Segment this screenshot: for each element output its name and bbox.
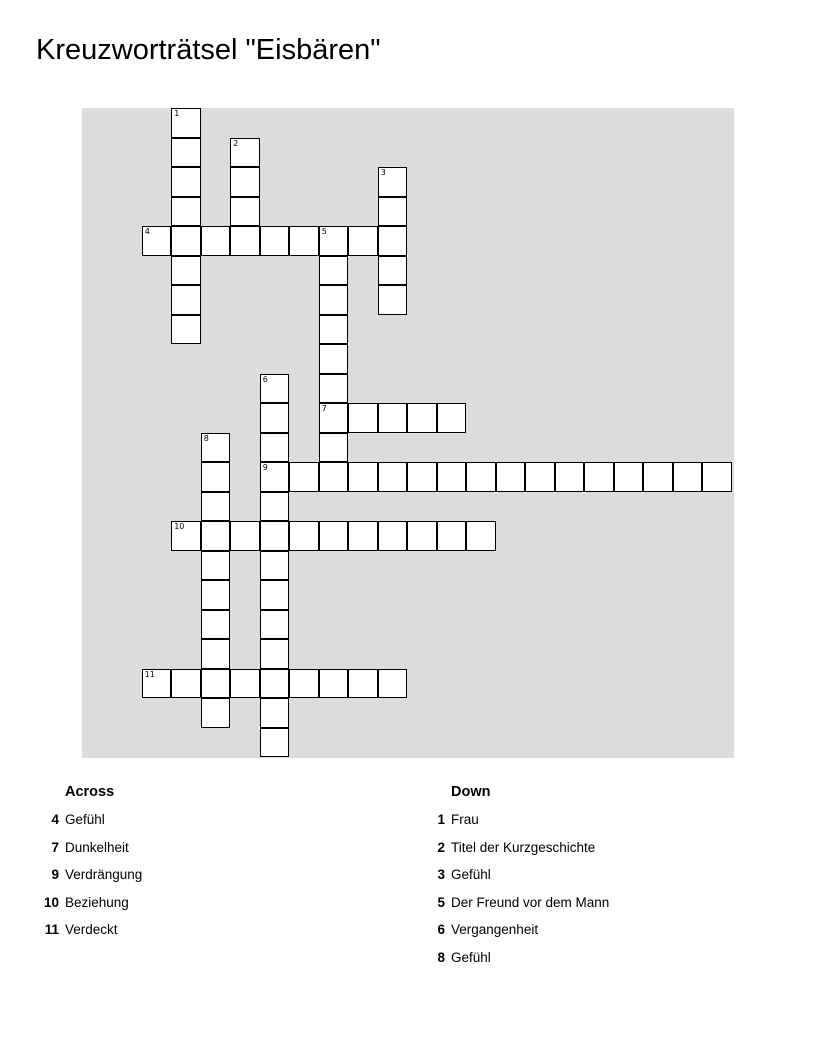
down-clue (437, 812, 609, 840)
grid-cell[interactable] (614, 462, 644, 492)
grid-cell[interactable] (319, 344, 349, 374)
grid-cell[interactable] (260, 580, 290, 610)
grid-cell[interactable] (171, 315, 201, 345)
clue-text: Der Freund vor dem Mann (451, 894, 610, 910)
grid-cell[interactable] (496, 462, 526, 492)
across-clues (43, 784, 143, 950)
grid-cell[interactable] (319, 315, 349, 345)
grid-cell[interactable] (230, 138, 260, 168)
grid-cell[interactable] (319, 521, 349, 551)
down-clue (437, 894, 610, 923)
grid-cell[interactable] (171, 167, 201, 197)
cell-number: 2 (233, 138, 239, 148)
grid-cell[interactable] (289, 462, 319, 492)
down-clue (437, 922, 609, 950)
across-clue (51, 867, 143, 895)
grid-cell[interactable] (171, 285, 201, 315)
grid-cell[interactable] (319, 374, 349, 404)
grid-cell[interactable] (201, 698, 231, 728)
grid-cell[interactable] (289, 669, 319, 699)
clue-number: 5 (437, 894, 445, 910)
grid-cell[interactable] (378, 521, 408, 551)
grid-cell[interactable] (201, 669, 231, 699)
across-clue (43, 894, 142, 923)
down-clue (437, 867, 609, 895)
across-clue (51, 812, 142, 840)
down-clue (437, 839, 609, 868)
page-title: Kreuzworträtsel "Eisbären" (36, 34, 381, 66)
grid-cell[interactable] (378, 256, 408, 286)
clue-number: 8 (437, 949, 445, 965)
grid-cell[interactable] (142, 226, 172, 256)
clue-number: 2 (437, 839, 445, 855)
cell-number: 6 (262, 374, 268, 384)
grid-cell[interactable] (260, 521, 290, 551)
grid-cell[interactable] (230, 197, 260, 227)
grid-cell[interactable] (230, 226, 260, 256)
cell-number: 9 (262, 463, 268, 472)
grid-cell[interactable] (260, 639, 290, 669)
grid-cell[interactable] (260, 462, 290, 492)
grid-cell[interactable] (348, 403, 378, 433)
grid-cell[interactable] (378, 669, 408, 699)
grid-cell[interactable] (319, 433, 349, 463)
down-clue (437, 949, 609, 978)
grid-cell[interactable] (525, 462, 555, 492)
grid-cell[interactable] (260, 492, 290, 522)
grid-cell[interactable] (378, 462, 408, 492)
grid-cell[interactable] (319, 669, 349, 699)
cell-number: 1 (174, 109, 180, 118)
grid-cell[interactable] (201, 226, 231, 256)
grid-cell[interactable] (437, 462, 467, 492)
cell-number: 5 (321, 227, 327, 236)
grid-cell[interactable] (142, 669, 172, 699)
grid-cell[interactable] (319, 256, 349, 286)
grid-cell[interactable] (201, 521, 231, 551)
grid-cell[interactable] (230, 521, 260, 551)
grid-cell[interactable] (171, 256, 201, 286)
across-heading: Across (65, 784, 115, 800)
clue-text: Gefühl (65, 812, 105, 827)
grid-cell[interactable] (171, 226, 201, 256)
grid-cell[interactable] (643, 462, 673, 492)
grid-cell[interactable] (437, 403, 467, 433)
grid-cell[interactable] (201, 433, 231, 463)
grid-cell[interactable] (319, 226, 349, 256)
grid-cell[interactable] (378, 285, 408, 315)
clue-number: 3 (437, 867, 445, 882)
grid-cell[interactable] (260, 551, 290, 581)
grid-cell[interactable] (201, 610, 231, 640)
cell-number: 3 (380, 168, 386, 177)
clue-text: Dunkelheit (65, 839, 129, 855)
grid-cell[interactable] (260, 374, 290, 404)
grid-cell[interactable] (289, 226, 319, 256)
clue-text: Vergangenheit (451, 922, 539, 937)
across-clue (44, 922, 142, 950)
clue-text: Beziehung (65, 894, 129, 910)
grid-cell[interactable] (555, 462, 585, 492)
down-clues (437, 784, 610, 977)
grid-cell[interactable] (407, 521, 437, 551)
down-heading: Down (451, 784, 491, 800)
grid-cell[interactable] (201, 639, 231, 669)
grid-cell[interactable] (171, 108, 201, 138)
grid-cell[interactable] (171, 138, 201, 168)
grid-cell[interactable] (171, 521, 201, 551)
grid-cell[interactable] (378, 226, 408, 256)
grid-cell[interactable] (407, 462, 437, 492)
clue-number: 10 (43, 894, 59, 910)
grid-cell[interactable] (319, 403, 349, 433)
grid-cell[interactable] (260, 226, 290, 256)
grid-cell[interactable] (702, 462, 732, 492)
grid-cell[interactable] (584, 462, 614, 492)
across-clue (51, 839, 142, 868)
grid-cell[interactable] (378, 167, 408, 197)
grid-cell[interactable] (201, 551, 231, 581)
cell-number: 8 (203, 433, 209, 443)
grid-cell[interactable] (407, 403, 437, 433)
clue-number: 4 (51, 812, 59, 827)
clue-number: 9 (51, 867, 59, 882)
grid-cell[interactable] (201, 580, 231, 610)
grid-cell[interactable] (289, 521, 319, 551)
grid-cell[interactable] (319, 285, 349, 315)
clue-text: Verdrängung (65, 867, 143, 882)
clue-number: 7 (51, 839, 59, 855)
grid-cell[interactable] (201, 462, 231, 492)
grid-cell[interactable] (260, 728, 290, 758)
clue-number: 11 (44, 922, 59, 937)
cell-number: 4 (144, 227, 150, 236)
grid-cell[interactable] (673, 462, 703, 492)
grid-cell[interactable] (230, 167, 260, 197)
grid-cell[interactable] (260, 698, 290, 728)
grid-cell[interactable] (437, 521, 467, 551)
clue-number: 6 (437, 922, 445, 937)
grid-cell[interactable] (348, 226, 378, 256)
grid-cell[interactable] (171, 669, 201, 699)
grid-cell[interactable] (378, 403, 408, 433)
crossword-grid (82, 108, 734, 758)
grid-cell[interactable] (466, 521, 496, 551)
clue-text: Gefühl (451, 949, 491, 965)
cell-number: 10 (174, 522, 185, 531)
grid-cell[interactable] (230, 669, 260, 699)
grid-cell[interactable] (466, 462, 496, 492)
cell-number: 7 (321, 404, 327, 413)
clue-text: Gefühl (451, 867, 491, 882)
grid-cell[interactable] (260, 403, 290, 433)
grid-cell[interactable] (319, 462, 349, 492)
grid-cell[interactable] (201, 492, 231, 522)
clue-number: 1 (437, 812, 445, 827)
grid-cell[interactable] (260, 669, 290, 699)
grid-cell[interactable] (348, 521, 378, 551)
grid-cell[interactable] (260, 433, 290, 463)
grid-cell[interactable] (378, 197, 408, 227)
cell-number: 11 (144, 669, 155, 679)
clue-text: Titel der Kurzgeschichte (451, 839, 596, 855)
grid-cell[interactable] (260, 610, 290, 640)
grid-cell[interactable] (348, 669, 378, 699)
grid-cell[interactable] (171, 197, 201, 227)
clue-text: Verdeckt (65, 922, 118, 937)
clue-text: Frau (451, 812, 479, 827)
grid-cell[interactable] (348, 462, 378, 492)
